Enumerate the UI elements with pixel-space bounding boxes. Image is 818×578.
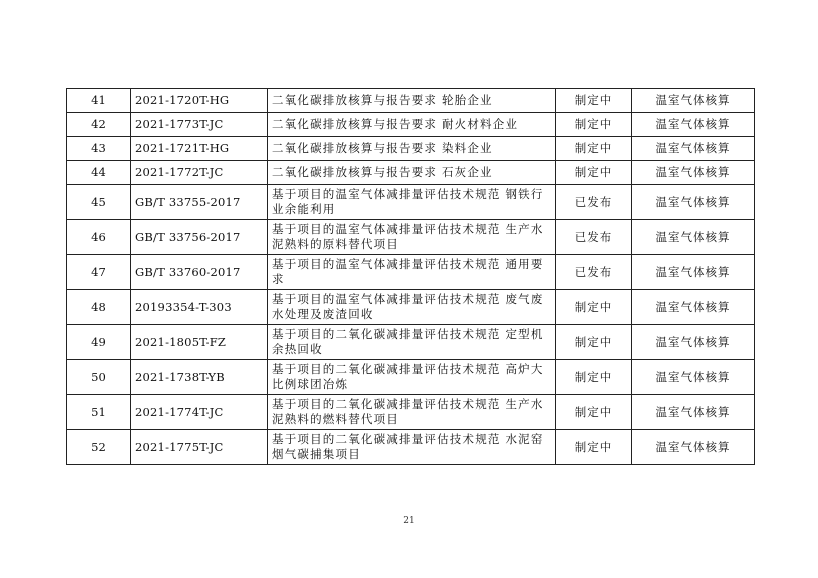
standard-status: 制定中 xyxy=(556,430,632,465)
row-number: 43 xyxy=(67,137,131,161)
table-row xyxy=(67,360,755,395)
standard-code: GB/T 33756-2017 xyxy=(131,220,268,255)
table-row xyxy=(67,220,755,255)
table-row xyxy=(67,395,755,430)
table-row xyxy=(67,430,755,465)
standard-name: 基于项目的二氧化碳减排量评估技术规范 生产水泥熟料的燃料替代项目 xyxy=(268,395,556,430)
row-number: 44 xyxy=(67,161,131,185)
standard-status: 制定中 xyxy=(556,395,632,430)
table-row xyxy=(67,185,755,220)
standard-status: 制定中 xyxy=(556,161,632,185)
standards-table xyxy=(66,88,755,465)
table-row xyxy=(67,255,755,290)
standard-status: 已发布 xyxy=(556,220,632,255)
standard-code: 2021-1773T-JC xyxy=(131,113,268,137)
standard-category: 温室气体核算 xyxy=(632,325,755,360)
standard-status: 制定中 xyxy=(556,360,632,395)
standard-code: 2021-1738T-YB xyxy=(131,360,268,395)
standard-status: 制定中 xyxy=(556,290,632,325)
standard-name: 二氧化碳排放核算与报告要求 石灰企业 xyxy=(268,161,556,185)
standard-name: 二氧化碳排放核算与报告要求 耐火材料企业 xyxy=(268,113,556,137)
standard-name: 基于项目的温室气体减排量评估技术规范 生产水泥熟料的原料替代项目 xyxy=(268,220,556,255)
standard-code: 20193354-T-303 xyxy=(131,290,268,325)
row-number: 51 xyxy=(67,395,131,430)
standard-code: GB/T 33760-2017 xyxy=(131,255,268,290)
row-number: 42 xyxy=(67,113,131,137)
standard-name: 基于项目的二氧化碳减排量评估技术规范 水泥窑烟气碳捕集项目 xyxy=(268,430,556,465)
standard-code: 2021-1774T-JC xyxy=(131,395,268,430)
standard-code: 2021-1772T-JC xyxy=(131,161,268,185)
row-number: 49 xyxy=(67,325,131,360)
standard-status: 制定中 xyxy=(556,113,632,137)
row-number: 50 xyxy=(67,360,131,395)
standard-code: 2021-1805T-FZ xyxy=(131,325,268,360)
standard-status: 制定中 xyxy=(556,89,632,113)
table-row xyxy=(67,113,755,137)
standard-category: 温室气体核算 xyxy=(632,360,755,395)
standard-name: 基于项目的温室气体减排量评估技术规范 通用要求 xyxy=(268,255,556,290)
standard-code: GB/T 33755-2017 xyxy=(131,185,268,220)
table-row xyxy=(67,137,755,161)
table-row xyxy=(67,161,755,185)
table-row xyxy=(67,325,755,360)
row-number: 52 xyxy=(67,430,131,465)
standard-code: 2021-1775T-JC xyxy=(131,430,268,465)
row-number: 48 xyxy=(67,290,131,325)
standard-name: 基于项目的二氧化碳减排量评估技术规范 定型机余热回收 xyxy=(268,325,556,360)
standard-category: 温室气体核算 xyxy=(632,255,755,290)
standard-name: 二氧化碳排放核算与报告要求 染料企业 xyxy=(268,137,556,161)
standard-category: 温室气体核算 xyxy=(632,185,755,220)
standard-name: 基于项目的温室气体减排量评估技术规范 钢铁行业余能利用 xyxy=(268,185,556,220)
row-number: 46 xyxy=(67,220,131,255)
standard-status: 已发布 xyxy=(556,185,632,220)
table-row xyxy=(67,89,755,113)
standard-status: 制定中 xyxy=(556,137,632,161)
standard-status: 制定中 xyxy=(556,325,632,360)
standard-status: 已发布 xyxy=(556,255,632,290)
standard-category: 温室气体核算 xyxy=(632,113,755,137)
standard-category: 温室气体核算 xyxy=(632,290,755,325)
page-number: 21 xyxy=(403,516,415,526)
standard-category: 温室气体核算 xyxy=(632,161,755,185)
standard-code: 2021-1720T-HG xyxy=(131,89,268,113)
standard-name: 基于项目的温室气体减排量评估技术规范 废气废水处理及废渣回收 xyxy=(268,290,556,325)
standard-category: 温室气体核算 xyxy=(632,395,755,430)
standard-category: 温室气体核算 xyxy=(632,430,755,465)
row-number: 47 xyxy=(67,255,131,290)
standard-code: 2021-1721T-HG xyxy=(131,137,268,161)
row-number: 41 xyxy=(67,89,131,113)
standard-name: 二氧化碳排放核算与报告要求 轮胎企业 xyxy=(268,89,556,113)
standard-category: 温室气体核算 xyxy=(632,89,755,113)
standard-name: 基于项目的二氧化碳减排量评估技术规范 高炉大比例球团冶炼 xyxy=(268,360,556,395)
standard-category: 温室气体核算 xyxy=(632,220,755,255)
standard-category: 温室气体核算 xyxy=(632,137,755,161)
table-row xyxy=(67,290,755,325)
row-number: 45 xyxy=(67,185,131,220)
